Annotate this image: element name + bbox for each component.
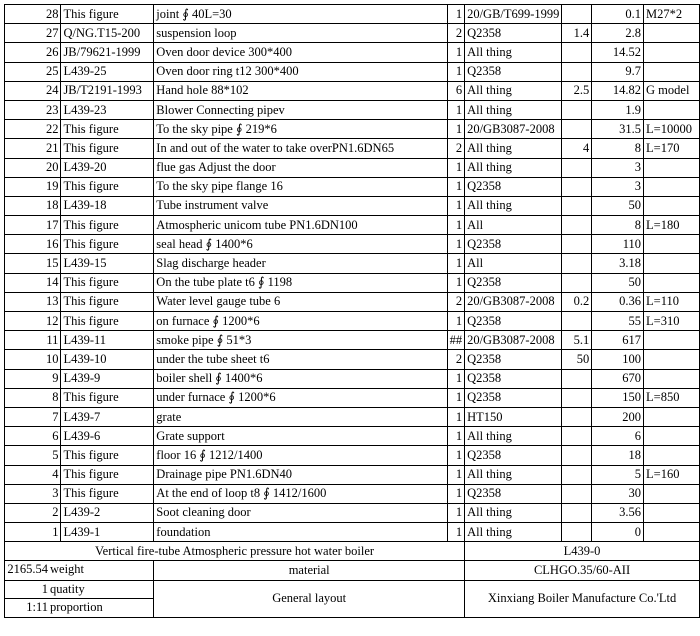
total-weight: 200 [592, 407, 644, 426]
part-code: This figure [61, 465, 154, 484]
part-name: In and out of the water to take overPN1.6DN65 [154, 139, 447, 158]
part-quantity: 1 [447, 273, 465, 292]
drawing-number: L439-0 [465, 542, 700, 561]
part-code: This figure [61, 312, 154, 331]
part-quantity: 1 [447, 503, 465, 522]
total-weight: 670 [592, 369, 644, 388]
item-number: 21 [5, 139, 61, 158]
table-row [5, 407, 700, 426]
part-quantity: 1 [447, 158, 465, 177]
part-material: All thing [465, 139, 562, 158]
part-quantity: 1 [447, 446, 465, 465]
part-name: seal head ∮ 1400*6 [154, 235, 447, 254]
item-number: 6 [5, 427, 61, 446]
unit-weight [562, 62, 592, 81]
item-number: 28 [5, 5, 61, 24]
table-row [5, 81, 700, 100]
part-name: To the sky pipe ∮ 219*6 [154, 120, 447, 139]
total-weight: 14.82 [592, 81, 644, 100]
part-note [644, 254, 700, 273]
part-note: L=10000 [644, 120, 700, 139]
item-number: 18 [5, 196, 61, 215]
item-number: 5 [5, 446, 61, 465]
table-row [5, 235, 700, 254]
part-name: Hand hole 88*102 [154, 81, 447, 100]
part-quantity: 1 [447, 254, 465, 273]
part-quantity: 1 [447, 369, 465, 388]
part-note: M27*2 [644, 5, 700, 24]
part-name: Atmospheric unicom tube PN1.6DN100 [154, 216, 447, 235]
table-row [5, 312, 700, 331]
part-code: This figure [61, 273, 154, 292]
part-note [644, 43, 700, 62]
total-weight: 6 [592, 427, 644, 446]
item-number: 19 [5, 177, 61, 196]
part-code: L439-9 [61, 369, 154, 388]
part-note: L=170 [644, 139, 700, 158]
part-code: L439-10 [61, 350, 154, 369]
proportion-value: 1:11 [26, 599, 48, 614]
part-material: Q2358 [465, 388, 562, 407]
total-weight: 30 [592, 484, 644, 503]
table-row [5, 465, 700, 484]
part-code: L439-1 [61, 523, 154, 542]
quantity-row [5, 580, 700, 598]
part-note [644, 427, 700, 446]
part-code: L439-2 [61, 503, 154, 522]
part-note [644, 273, 700, 292]
manufacturer-name: Xinxiang Boiler Manufacture Co.'Ltd [465, 580, 700, 617]
model-code: CLHGO.35/60-AII [465, 561, 700, 580]
part-code: This figure [61, 235, 154, 254]
part-name: Grate support [154, 427, 447, 446]
total-weight: 31.5 [592, 120, 644, 139]
part-material: All thing [465, 158, 562, 177]
unit-weight [562, 369, 592, 388]
part-name: under the tube sheet t6 [154, 350, 447, 369]
part-name: under furnace ∮ 1200*6 [154, 388, 447, 407]
total-weight: 8 [592, 139, 644, 158]
total-weight: 0.1 [592, 5, 644, 24]
part-name: Soot cleaning door [154, 503, 447, 522]
unit-weight [562, 503, 592, 522]
item-number: 7 [5, 407, 61, 426]
part-quantity: 1 [447, 484, 465, 503]
item-number: 23 [5, 100, 61, 119]
part-quantity: 1 [447, 312, 465, 331]
total-weight: 3 [592, 158, 644, 177]
part-code: L439-25 [61, 62, 154, 81]
part-code: L439-11 [61, 331, 154, 350]
unit-weight [562, 177, 592, 196]
part-note [644, 177, 700, 196]
table-row [5, 177, 700, 196]
unit-weight [562, 427, 592, 446]
part-material: Q2358 [465, 312, 562, 331]
item-number: 24 [5, 81, 61, 100]
part-quantity: 2 [447, 139, 465, 158]
item-number: 3 [5, 484, 61, 503]
total-weight: 0.36 [592, 292, 644, 311]
part-name: flue gas Adjust the door [154, 158, 447, 177]
quantity-label: quatity [50, 581, 85, 596]
item-number: 20 [5, 158, 61, 177]
part-material: Q2358 [465, 177, 562, 196]
total-weight: 1.9 [592, 100, 644, 119]
part-note [644, 158, 700, 177]
total-weight: 8 [592, 216, 644, 235]
part-quantity: 1 [447, 235, 465, 254]
table-row [5, 292, 700, 311]
part-quantity: 1 [447, 120, 465, 139]
part-name: On the tube plate t6 ∮ 1198 [154, 273, 447, 292]
item-number: 17 [5, 216, 61, 235]
part-name: Tube instrument valve [154, 196, 447, 215]
part-code: L439-6 [61, 427, 154, 446]
part-note [644, 331, 700, 350]
item-number: 10 [5, 350, 61, 369]
part-code: L439-15 [61, 254, 154, 273]
total-weight: 14.52 [592, 43, 644, 62]
table-row [5, 484, 700, 503]
total-weight: 3 [592, 177, 644, 196]
part-name: At the end of loop t8 ∮ 1412/1600 [154, 484, 447, 503]
part-quantity: 1 [447, 43, 465, 62]
part-material: All [465, 216, 562, 235]
table-row [5, 273, 700, 292]
table-row [5, 139, 700, 158]
item-number: 22 [5, 120, 61, 139]
item-number: 25 [5, 62, 61, 81]
part-note [644, 62, 700, 81]
part-material: Q2358 [465, 350, 562, 369]
part-material: 20/GB3087-2008 [465, 292, 562, 311]
unit-weight [562, 465, 592, 484]
part-note: L=180 [644, 216, 700, 235]
part-name: joint ∮ 40L=30 [154, 5, 447, 24]
part-note [644, 100, 700, 119]
part-name: floor 16 ∮ 1212/1400 [154, 446, 447, 465]
part-material: 20/GB3087-2008 [465, 120, 562, 139]
total-weight: 0 [592, 523, 644, 542]
part-note: L=850 [644, 388, 700, 407]
unit-weight [562, 5, 592, 24]
part-quantity: 1 [447, 427, 465, 446]
part-material: Q2358 [465, 484, 562, 503]
unit-weight [562, 523, 592, 542]
table-row [5, 216, 700, 235]
unit-weight [562, 254, 592, 273]
part-code: This figure [61, 484, 154, 503]
item-number: 15 [5, 254, 61, 273]
parts-table [4, 4, 700, 618]
part-note [644, 350, 700, 369]
quantity-cell [5, 580, 154, 598]
item-number: 4 [5, 465, 61, 484]
part-quantity: 1 [447, 523, 465, 542]
table-row [5, 388, 700, 407]
part-material: All thing [465, 196, 562, 215]
part-name: boiler shell ∮ 1400*6 [154, 369, 447, 388]
unit-weight [562, 388, 592, 407]
table-row [5, 5, 700, 24]
total-weight: 9.7 [592, 62, 644, 81]
part-quantity: 1 [447, 5, 465, 24]
table-row [5, 158, 700, 177]
item-number: 27 [5, 24, 61, 43]
part-name: Oven door ring t12 300*400 [154, 62, 447, 81]
item-number: 14 [5, 273, 61, 292]
unit-weight [562, 484, 592, 503]
part-code: This figure [61, 216, 154, 235]
total-weight: 100 [592, 350, 644, 369]
product-title: Vertical fire-tube Atmospheric pressure hot water boiler [5, 542, 465, 561]
part-material: All [465, 254, 562, 273]
item-number: 1 [5, 523, 61, 542]
unit-weight: 1.4 [562, 24, 592, 43]
part-name: Water level gauge tube 6 [154, 292, 447, 311]
proportion-label: proportion [50, 599, 103, 614]
part-code: This figure [61, 292, 154, 311]
part-code: JB/79621-1999 [61, 43, 154, 62]
weight-label: weight [50, 562, 85, 577]
part-code: This figure [61, 5, 154, 24]
part-quantity: ## [447, 331, 465, 350]
part-code: L439-18 [61, 196, 154, 215]
part-quantity: 1 [447, 407, 465, 426]
weight-row [5, 561, 700, 580]
title-row [5, 542, 700, 561]
table-row [5, 120, 700, 139]
table-row [5, 523, 700, 542]
part-name: on furnace ∮ 1200*6 [154, 312, 447, 331]
part-code: L439-20 [61, 158, 154, 177]
part-code: L439-7 [61, 407, 154, 426]
table-row [5, 43, 700, 62]
part-quantity: 6 [447, 81, 465, 100]
part-code: L439-23 [61, 100, 154, 119]
part-name: grate [154, 407, 447, 426]
part-quantity: 1 [447, 196, 465, 215]
unit-weight [562, 100, 592, 119]
part-name: To the sky pipe flange 16 [154, 177, 447, 196]
part-material: Q2358 [465, 62, 562, 81]
part-material: HT150 [465, 407, 562, 426]
total-weight: 110 [592, 235, 644, 254]
part-quantity: 2 [447, 292, 465, 311]
unit-weight: 0.2 [562, 292, 592, 311]
part-name: suspension loop [154, 24, 447, 43]
table-row [5, 196, 700, 215]
item-number: 9 [5, 369, 61, 388]
parts-rows [5, 5, 700, 542]
unit-weight: 4 [562, 139, 592, 158]
part-name: Slag discharge header [154, 254, 447, 273]
weight-cell [5, 561, 154, 580]
part-name: Blower Connecting pipev [154, 100, 447, 119]
part-code: This figure [61, 446, 154, 465]
part-note [644, 523, 700, 542]
part-code: This figure [61, 139, 154, 158]
item-number: 11 [5, 331, 61, 350]
total-weight: 5 [592, 465, 644, 484]
table-row [5, 254, 700, 273]
part-code: Q/NG.T15-200 [61, 24, 154, 43]
table-row [5, 24, 700, 43]
part-quantity: 1 [447, 100, 465, 119]
total-weight: 50 [592, 273, 644, 292]
part-note: G model [644, 81, 700, 100]
part-note [644, 407, 700, 426]
title-block [5, 542, 700, 617]
part-note [644, 24, 700, 43]
part-quantity: 2 [447, 350, 465, 369]
part-quantity: 1 [447, 177, 465, 196]
part-material: Q2358 [465, 446, 562, 465]
item-number: 13 [5, 292, 61, 311]
part-quantity: 1 [447, 388, 465, 407]
part-material: Q2358 [465, 235, 562, 254]
total-weight: 18 [592, 446, 644, 465]
table-row [5, 350, 700, 369]
unit-weight [562, 312, 592, 331]
item-number: 2 [5, 503, 61, 522]
part-code: JB/T2191-1993 [61, 81, 154, 100]
total-weight: 150 [592, 388, 644, 407]
unit-weight: 50 [562, 350, 592, 369]
part-name: foundation [154, 523, 447, 542]
part-code: This figure [61, 177, 154, 196]
part-material: Q2358 [465, 273, 562, 292]
total-weight: 3.18 [592, 254, 644, 273]
part-note [644, 484, 700, 503]
part-name: Oven door device 300*400 [154, 43, 447, 62]
item-number: 8 [5, 388, 61, 407]
part-material: Q2358 [465, 24, 562, 43]
item-number: 26 [5, 43, 61, 62]
total-weight: 2.8 [592, 24, 644, 43]
part-material: All thing [465, 427, 562, 446]
part-quantity: 1 [447, 62, 465, 81]
part-material: All thing [465, 43, 562, 62]
part-quantity: 2 [447, 24, 465, 43]
part-note [644, 196, 700, 215]
part-quantity: 1 [447, 465, 465, 484]
part-code: This figure [61, 388, 154, 407]
part-note: L=310 [644, 312, 700, 331]
part-note [644, 446, 700, 465]
total-weight: 617 [592, 331, 644, 350]
part-material: 20/GB3087-2008 [465, 331, 562, 350]
general-layout-label: General layout [154, 580, 465, 617]
part-code: This figure [61, 120, 154, 139]
unit-weight [562, 196, 592, 215]
part-material: All thing [465, 523, 562, 542]
unit-weight [562, 407, 592, 426]
part-note [644, 369, 700, 388]
unit-weight: 5.1 [562, 331, 592, 350]
total-weight: 3.56 [592, 503, 644, 522]
part-material: All thing [465, 503, 562, 522]
table-row [5, 369, 700, 388]
item-number: 16 [5, 235, 61, 254]
part-note [644, 235, 700, 254]
unit-weight [562, 158, 592, 177]
unit-weight: 2.5 [562, 81, 592, 100]
part-note [644, 503, 700, 522]
part-material: All thing [465, 100, 562, 119]
quantity-value: 1 [41, 581, 48, 596]
proportion-cell [5, 598, 154, 617]
part-name: smoke pipe ∮ 51*3 [154, 331, 447, 350]
table-row [5, 331, 700, 350]
part-note: L=160 [644, 465, 700, 484]
bill-of-materials-sheet [4, 4, 700, 618]
part-material: All thing [465, 81, 562, 100]
weight-value: 2165.54 [7, 562, 48, 577]
part-material: 20/GB/T699-1999 [465, 5, 562, 24]
unit-weight [562, 43, 592, 62]
item-number: 12 [5, 312, 61, 331]
material-label: material [154, 561, 465, 580]
part-material: Q2358 [465, 369, 562, 388]
unit-weight [562, 446, 592, 465]
table-row [5, 62, 700, 81]
unit-weight [562, 216, 592, 235]
total-weight: 50 [592, 196, 644, 215]
table-row [5, 427, 700, 446]
part-material: All thing [465, 465, 562, 484]
table-row [5, 503, 700, 522]
unit-weight [562, 235, 592, 254]
table-row [5, 100, 700, 119]
total-weight: 55 [592, 312, 644, 331]
part-quantity: 1 [447, 216, 465, 235]
part-name: Drainage pipe PN1.6DN40 [154, 465, 447, 484]
unit-weight [562, 273, 592, 292]
unit-weight [562, 120, 592, 139]
table-row [5, 446, 700, 465]
part-note: L=110 [644, 292, 700, 311]
